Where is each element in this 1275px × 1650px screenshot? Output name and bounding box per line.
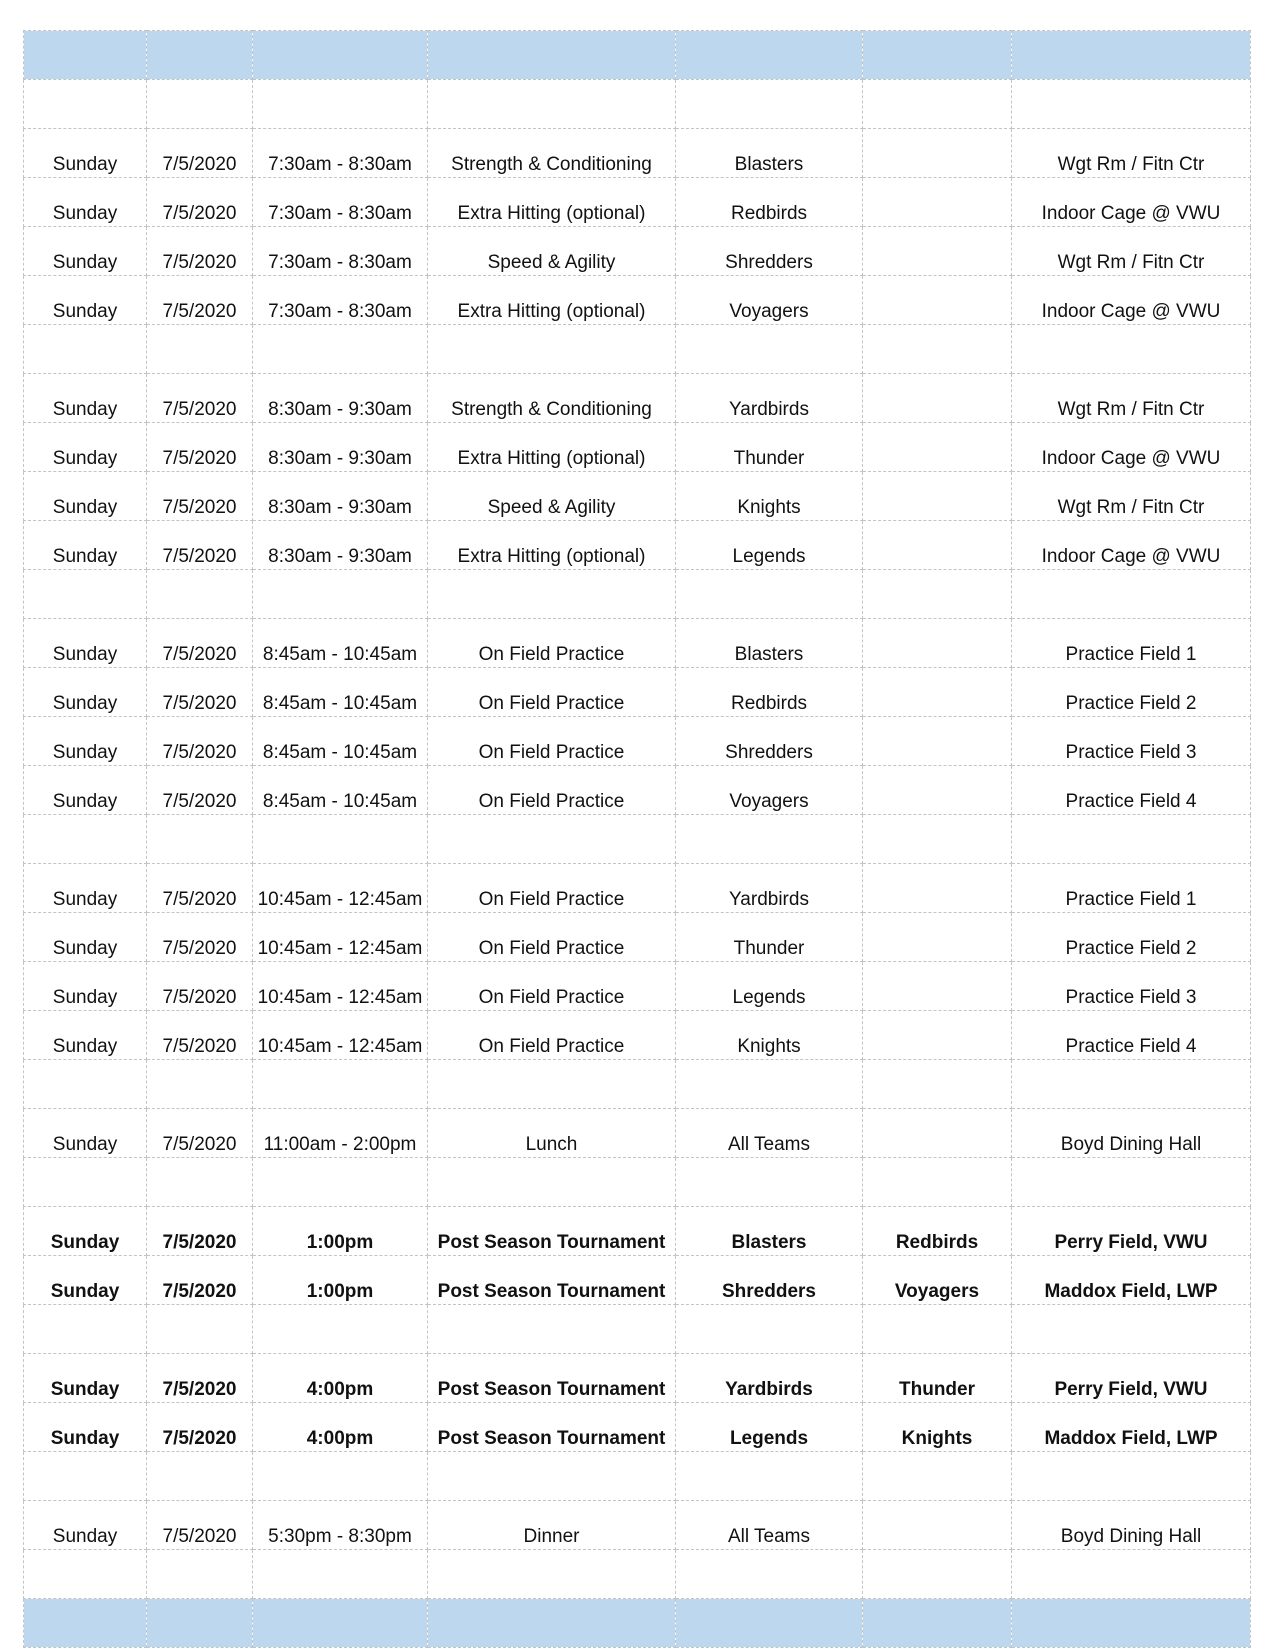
team-cell: Yardbirds [676, 1354, 863, 1403]
team-cell [676, 1452, 863, 1501]
opponent-cell [863, 472, 1012, 521]
location-cell: Perry Field, VWU [1012, 1354, 1251, 1403]
team-cell: Legends [676, 521, 863, 570]
time-cell [253, 570, 428, 619]
opponent-cell [863, 423, 1012, 472]
location-cell: Wgt Rm / Fitn Ctr [1012, 129, 1251, 178]
location-cell [1012, 1158, 1251, 1207]
date-cell [147, 1158, 253, 1207]
activity-cell: Dinner [428, 1501, 676, 1550]
day-cell [24, 1550, 147, 1599]
time-cell: 10:45am - 12:45am [253, 913, 428, 962]
date-cell: 7/5/2020 [147, 1109, 253, 1158]
activity-cell: On Field Practice [428, 717, 676, 766]
location-cell: Practice Field 1 [1012, 619, 1251, 668]
location-cell: Indoor Cage @ VWU [1012, 178, 1251, 227]
opponent-cell [863, 1599, 1012, 1648]
opponent-cell: Knights [863, 1403, 1012, 1452]
date-cell: 7/5/2020 [147, 178, 253, 227]
time-cell [253, 1452, 428, 1501]
activity-cell [428, 80, 676, 129]
event-row [24, 374, 1251, 423]
location-cell: Wgt Rm / Fitn Ctr [1012, 374, 1251, 423]
date-cell: 7/5/2020 [147, 276, 253, 325]
opponent-cell [863, 766, 1012, 815]
activity-cell [428, 1305, 676, 1354]
date-cell: 7/5/2020 [147, 668, 253, 717]
date-cell [147, 80, 253, 129]
date-cell: 7/5/2020 [147, 227, 253, 276]
team-cell: Knights [676, 472, 863, 521]
team-cell: Redbirds [676, 668, 863, 717]
location-cell [1012, 1550, 1251, 1599]
spacer-row [24, 570, 1251, 619]
day-cell [24, 815, 147, 864]
event-row [24, 129, 1251, 178]
event-row [24, 423, 1251, 472]
day-cell [24, 570, 147, 619]
activity-cell: Post Season Tournament [428, 1256, 676, 1305]
team-cell: Yardbirds [676, 374, 863, 423]
opponent-cell: Thunder [863, 1354, 1012, 1403]
location-cell: Boyd Dining Hall [1012, 1501, 1251, 1550]
activity-cell: Post Season Tournament [428, 1403, 676, 1452]
spacer-row [24, 815, 1251, 864]
opponent-cell [863, 325, 1012, 374]
opponent-cell [863, 1060, 1012, 1109]
opponent-cell [863, 521, 1012, 570]
location-cell: Practice Field 4 [1012, 1011, 1251, 1060]
team-cell: All Teams [676, 1501, 863, 1550]
time-cell: 8:45am - 10:45am [253, 766, 428, 815]
location-cell: Practice Field 2 [1012, 668, 1251, 717]
activity-cell: On Field Practice [428, 962, 676, 1011]
location-cell: Maddox Field, LWP [1012, 1403, 1251, 1452]
opponent-cell [863, 1550, 1012, 1599]
location-cell: Practice Field 1 [1012, 864, 1251, 913]
date-cell: 7/5/2020 [147, 717, 253, 766]
team-cell: Shredders [676, 1256, 863, 1305]
event-row [24, 864, 1251, 913]
date-cell: 7/5/2020 [147, 1207, 253, 1256]
team-cell: Legends [676, 962, 863, 1011]
date-cell [147, 1599, 253, 1648]
date-cell: 7/5/2020 [147, 374, 253, 423]
activity-cell [428, 1599, 676, 1648]
time-cell [253, 1550, 428, 1599]
time-cell [253, 31, 428, 80]
location-cell: Perry Field, VWU [1012, 1207, 1251, 1256]
date-cell: 7/5/2020 [147, 1501, 253, 1550]
date-cell [147, 570, 253, 619]
time-cell: 10:45am - 12:45am [253, 864, 428, 913]
activity-cell: On Field Practice [428, 668, 676, 717]
activity-cell [428, 1550, 676, 1599]
game-row [24, 1256, 1251, 1305]
opponent-cell [863, 1109, 1012, 1158]
date-cell: 7/5/2020 [147, 1403, 253, 1452]
spacer-row [24, 1060, 1251, 1109]
activity-cell [428, 815, 676, 864]
day-cell: Sunday [24, 276, 147, 325]
time-cell: 7:30am - 8:30am [253, 227, 428, 276]
opponent-cell [863, 178, 1012, 227]
time-cell: 10:45am - 12:45am [253, 1011, 428, 1060]
time-cell: 4:00pm [253, 1403, 428, 1452]
date-cell: 7/5/2020 [147, 1256, 253, 1305]
event-row [24, 276, 1251, 325]
team-cell: Yardbirds [676, 864, 863, 913]
event-row [24, 962, 1251, 1011]
time-cell: 8:30am - 9:30am [253, 423, 428, 472]
time-cell: 10:45am - 12:45am [253, 962, 428, 1011]
schedule-body [24, 31, 1251, 1648]
team-cell [676, 1158, 863, 1207]
time-cell: 8:30am - 9:30am [253, 521, 428, 570]
time-cell: 8:30am - 9:30am [253, 374, 428, 423]
opponent-cell [863, 374, 1012, 423]
opponent-cell [863, 913, 1012, 962]
location-cell: Maddox Field, LWP [1012, 1256, 1251, 1305]
time-cell: 8:45am - 10:45am [253, 717, 428, 766]
event-row [24, 227, 1251, 276]
date-cell [147, 325, 253, 374]
team-cell [676, 570, 863, 619]
activity-cell [428, 1060, 676, 1109]
game-row [24, 1354, 1251, 1403]
location-cell [1012, 815, 1251, 864]
location-cell [1012, 80, 1251, 129]
date-cell [147, 1305, 253, 1354]
activity-cell: Post Season Tournament [428, 1354, 676, 1403]
activity-cell: Speed & Agility [428, 227, 676, 276]
location-cell [1012, 1305, 1251, 1354]
team-cell: Voyagers [676, 766, 863, 815]
day-cell: Sunday [24, 668, 147, 717]
day-cell [24, 31, 147, 80]
header-band-row [24, 1599, 1251, 1648]
date-cell: 7/5/2020 [147, 1354, 253, 1403]
event-row [24, 472, 1251, 521]
activity-cell: Extra Hitting (optional) [428, 178, 676, 227]
activity-cell [428, 1158, 676, 1207]
team-cell: Thunder [676, 913, 863, 962]
day-cell: Sunday [24, 766, 147, 815]
opponent-cell [863, 668, 1012, 717]
activity-cell: Extra Hitting (optional) [428, 423, 676, 472]
opponent-cell [863, 815, 1012, 864]
day-cell: Sunday [24, 1354, 147, 1403]
date-cell: 7/5/2020 [147, 129, 253, 178]
team-cell: Redbirds [676, 178, 863, 227]
event-row [24, 521, 1251, 570]
day-cell: Sunday [24, 864, 147, 913]
day-cell: Sunday [24, 1501, 147, 1550]
day-cell [24, 80, 147, 129]
location-cell [1012, 1452, 1251, 1501]
event-row [24, 178, 1251, 227]
opponent-cell: Voyagers [863, 1256, 1012, 1305]
time-cell: 5:30pm - 8:30pm [253, 1501, 428, 1550]
opponent-cell: Redbirds [863, 1207, 1012, 1256]
activity-cell: Strength & Conditioning [428, 129, 676, 178]
day-cell [24, 1599, 147, 1648]
team-cell: Shredders [676, 227, 863, 276]
location-cell: Practice Field 2 [1012, 913, 1251, 962]
team-cell: Voyagers [676, 276, 863, 325]
date-cell: 7/5/2020 [147, 423, 253, 472]
game-row [24, 1207, 1251, 1256]
game-row [24, 1403, 1251, 1452]
spacer-row [24, 1305, 1251, 1354]
opponent-cell [863, 31, 1012, 80]
schedule-table [23, 30, 1251, 1648]
team-cell [676, 1060, 863, 1109]
event-row [24, 913, 1251, 962]
date-cell [147, 1060, 253, 1109]
opponent-cell [863, 1158, 1012, 1207]
activity-cell: On Field Practice [428, 619, 676, 668]
location-cell [1012, 325, 1251, 374]
activity-cell [428, 1452, 676, 1501]
event-row [24, 766, 1251, 815]
opponent-cell [863, 619, 1012, 668]
event-row [24, 619, 1251, 668]
opponent-cell [863, 962, 1012, 1011]
event-row [24, 1501, 1251, 1550]
opponent-cell [863, 1305, 1012, 1354]
day-cell: Sunday [24, 129, 147, 178]
day-cell: Sunday [24, 521, 147, 570]
time-cell: 1:00pm [253, 1207, 428, 1256]
time-cell: 1:00pm [253, 1256, 428, 1305]
time-cell: 4:00pm [253, 1354, 428, 1403]
day-cell: Sunday [24, 717, 147, 766]
activity-cell: On Field Practice [428, 864, 676, 913]
date-cell: 7/5/2020 [147, 619, 253, 668]
date-cell [147, 1550, 253, 1599]
day-cell [24, 1305, 147, 1354]
day-cell: Sunday [24, 1109, 147, 1158]
location-cell: Indoor Cage @ VWU [1012, 276, 1251, 325]
activity-cell [428, 325, 676, 374]
activity-cell: On Field Practice [428, 1011, 676, 1060]
team-cell: Blasters [676, 619, 863, 668]
activity-cell: On Field Practice [428, 766, 676, 815]
activity-cell: Post Season Tournament [428, 1207, 676, 1256]
day-cell: Sunday [24, 913, 147, 962]
location-cell [1012, 31, 1251, 80]
activity-cell: Extra Hitting (optional) [428, 521, 676, 570]
day-cell [24, 325, 147, 374]
date-cell: 7/5/2020 [147, 913, 253, 962]
team-cell: Blasters [676, 1207, 863, 1256]
location-cell: Practice Field 3 [1012, 717, 1251, 766]
location-cell [1012, 1060, 1251, 1109]
date-cell [147, 31, 253, 80]
day-cell: Sunday [24, 227, 147, 276]
spacer-row [24, 1550, 1251, 1599]
time-cell: 8:45am - 10:45am [253, 619, 428, 668]
event-row [24, 1011, 1251, 1060]
day-cell: Sunday [24, 962, 147, 1011]
location-cell [1012, 570, 1251, 619]
location-cell: Practice Field 3 [1012, 962, 1251, 1011]
event-row [24, 668, 1251, 717]
day-cell: Sunday [24, 1011, 147, 1060]
team-cell [676, 325, 863, 374]
date-cell [147, 815, 253, 864]
spacer-row [24, 1452, 1251, 1501]
team-cell: Shredders [676, 717, 863, 766]
date-cell: 7/5/2020 [147, 472, 253, 521]
opponent-cell [863, 80, 1012, 129]
opponent-cell [863, 1011, 1012, 1060]
activity-cell: Speed & Agility [428, 472, 676, 521]
activity-cell [428, 570, 676, 619]
opponent-cell [863, 570, 1012, 619]
time-cell [253, 815, 428, 864]
date-cell [147, 1452, 253, 1501]
day-cell: Sunday [24, 178, 147, 227]
time-cell: 7:30am - 8:30am [253, 276, 428, 325]
time-cell: 8:30am - 9:30am [253, 472, 428, 521]
event-row [24, 717, 1251, 766]
location-cell: Practice Field 4 [1012, 766, 1251, 815]
team-cell: Knights [676, 1011, 863, 1060]
team-cell: Blasters [676, 129, 863, 178]
spacer-row [24, 325, 1251, 374]
time-cell [253, 1158, 428, 1207]
time-cell [253, 1060, 428, 1109]
time-cell: 8:45am - 10:45am [253, 668, 428, 717]
activity-cell: Lunch [428, 1109, 676, 1158]
day-cell: Sunday [24, 1207, 147, 1256]
team-cell [676, 31, 863, 80]
opponent-cell [863, 1452, 1012, 1501]
day-cell [24, 1452, 147, 1501]
day-cell [24, 1060, 147, 1109]
date-cell: 7/5/2020 [147, 766, 253, 815]
day-cell: Sunday [24, 423, 147, 472]
time-cell [253, 80, 428, 129]
time-cell [253, 1305, 428, 1354]
spacer-row [24, 1158, 1251, 1207]
time-cell: 7:30am - 8:30am [253, 178, 428, 227]
day-cell: Sunday [24, 1256, 147, 1305]
activity-cell: Strength & Conditioning [428, 374, 676, 423]
day-cell: Sunday [24, 1403, 147, 1452]
team-cell: Thunder [676, 423, 863, 472]
location-cell: Indoor Cage @ VWU [1012, 423, 1251, 472]
date-cell: 7/5/2020 [147, 864, 253, 913]
time-cell [253, 1599, 428, 1648]
team-cell [676, 1599, 863, 1648]
event-row [24, 1109, 1251, 1158]
date-cell: 7/5/2020 [147, 1011, 253, 1060]
day-cell: Sunday [24, 374, 147, 423]
team-cell [676, 815, 863, 864]
opponent-cell [863, 1501, 1012, 1550]
opponent-cell [863, 717, 1012, 766]
opponent-cell [863, 129, 1012, 178]
opponent-cell [863, 276, 1012, 325]
spacer-row [24, 80, 1251, 129]
location-cell: Wgt Rm / Fitn Ctr [1012, 472, 1251, 521]
location-cell: Wgt Rm / Fitn Ctr [1012, 227, 1251, 276]
location-cell: Indoor Cage @ VWU [1012, 521, 1251, 570]
opponent-cell [863, 864, 1012, 913]
day-cell [24, 1158, 147, 1207]
location-cell: Boyd Dining Hall [1012, 1109, 1251, 1158]
time-cell [253, 325, 428, 374]
activity-cell: On Field Practice [428, 913, 676, 962]
header-band-row [24, 31, 1251, 80]
activity-cell: Extra Hitting (optional) [428, 276, 676, 325]
day-cell: Sunday [24, 619, 147, 668]
time-cell: 7:30am - 8:30am [253, 129, 428, 178]
activity-cell [428, 31, 676, 80]
opponent-cell [863, 227, 1012, 276]
team-cell [676, 1550, 863, 1599]
location-cell [1012, 1599, 1251, 1648]
day-cell: Sunday [24, 472, 147, 521]
date-cell: 7/5/2020 [147, 962, 253, 1011]
date-cell: 7/5/2020 [147, 521, 253, 570]
team-cell: All Teams [676, 1109, 863, 1158]
team-cell [676, 1305, 863, 1354]
time-cell: 11:00am - 2:00pm [253, 1109, 428, 1158]
team-cell [676, 80, 863, 129]
team-cell: Legends [676, 1403, 863, 1452]
